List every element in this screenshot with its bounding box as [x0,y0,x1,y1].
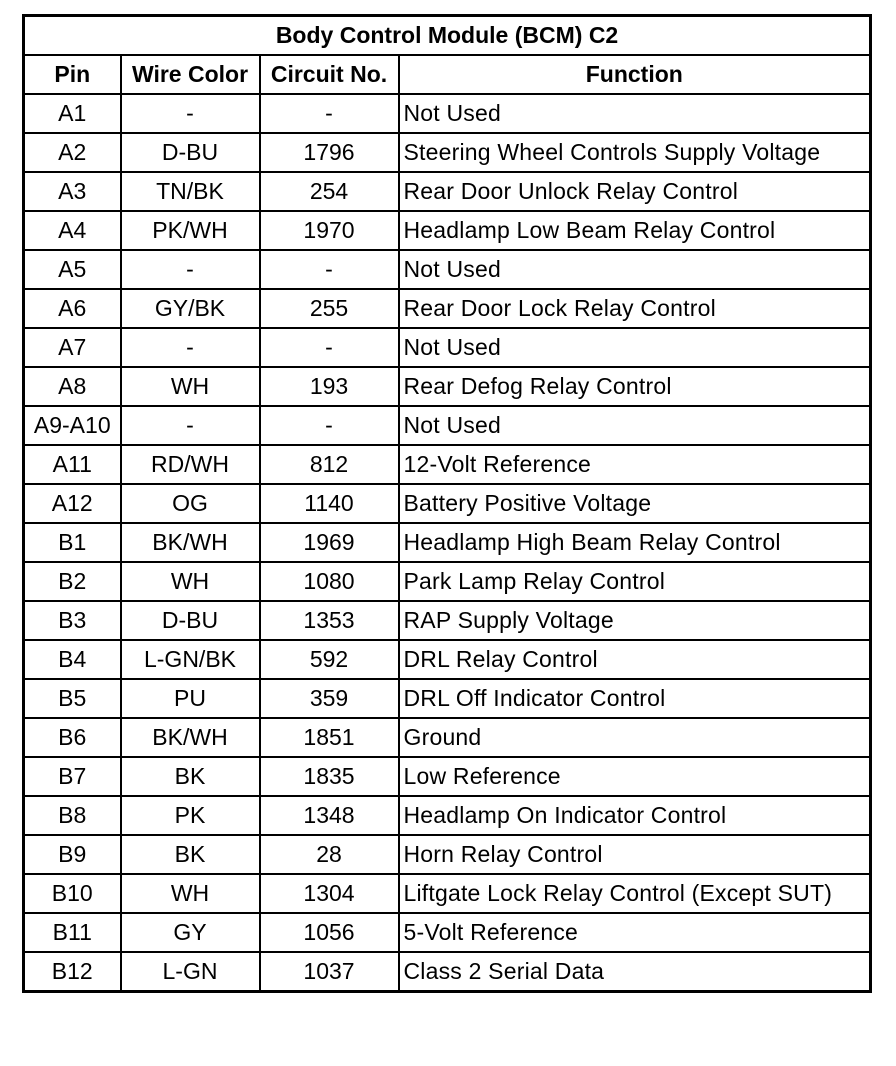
function-cell: Headlamp On Indicator Control [399,796,871,835]
pin-cell: B11 [24,913,121,952]
function-cell: Not Used [399,328,871,367]
pin-cell: A8 [24,367,121,406]
function-cell: Horn Relay Control [399,835,871,874]
function-cell: Low Reference [399,757,871,796]
wire-color-cell: WH [121,874,260,913]
wire-color-cell: PK/WH [121,211,260,250]
title-row [24,16,871,56]
circuit-number-cell: 1970 [260,211,399,250]
table-row [24,445,871,484]
pin-cell: B5 [24,679,121,718]
circuit-number-cell: 812 [260,445,399,484]
pin-cell: B3 [24,601,121,640]
pin-cell: B1 [24,523,121,562]
table-row [24,484,871,523]
table-row [24,718,871,757]
pin-cell: B12 [24,952,121,992]
function-cell: 5-Volt Reference [399,913,871,952]
pin-cell: A3 [24,172,121,211]
wire-color-cell: BK/WH [121,718,260,757]
pin-cell: A12 [24,484,121,523]
function-cell: Not Used [399,94,871,133]
circuit-number-cell: - [260,406,399,445]
wire-color-cell: L-GN [121,952,260,992]
table-row [24,250,871,289]
pin-cell: B8 [24,796,121,835]
wire-color-cell: - [121,406,260,445]
function-cell: Headlamp Low Beam Relay Control [399,211,871,250]
pin-cell: A11 [24,445,121,484]
circuit-number-cell: 1851 [260,718,399,757]
function-cell: DRL Relay Control [399,640,871,679]
circuit-number-cell: - [260,328,399,367]
pin-cell: B7 [24,757,121,796]
pin-cell: A5 [24,250,121,289]
table-title: Body Control Module (BCM) C2 [24,16,871,56]
circuit-number-cell: 1080 [260,562,399,601]
circuit-number-cell: 254 [260,172,399,211]
wire-color-cell: L-GN/BK [121,640,260,679]
table-row [24,133,871,172]
circuit-number-cell: 1140 [260,484,399,523]
function-cell: Steering Wheel Controls Supply Voltage [399,133,871,172]
wire-color-cell: TN/BK [121,172,260,211]
pin-cell: A7 [24,328,121,367]
circuit-number-cell: 1348 [260,796,399,835]
wire-color-cell: BK/WH [121,523,260,562]
wire-color-cell: BK [121,835,260,874]
circuit-number-cell: 1835 [260,757,399,796]
table-row [24,172,871,211]
pin-cell: A4 [24,211,121,250]
wire-color-cell: WH [121,367,260,406]
wire-color-cell: PU [121,679,260,718]
table-row [24,874,871,913]
function-cell: RAP Supply Voltage [399,601,871,640]
wire-color-cell: D-BU [121,133,260,172]
column-header-pin: Pin [24,55,121,94]
wire-color-cell: - [121,250,260,289]
circuit-number-cell: 1037 [260,952,399,992]
pin-cell: B9 [24,835,121,874]
circuit-number-cell: 1796 [260,133,399,172]
table-row [24,835,871,874]
circuit-number-cell: 28 [260,835,399,874]
function-cell: Not Used [399,406,871,445]
pin-cell: A9-A10 [24,406,121,445]
circuit-number-cell: 359 [260,679,399,718]
wire-color-cell: WH [121,562,260,601]
function-cell: Liftgate Lock Relay Control (Except SUT) [399,874,871,913]
table-row [24,640,871,679]
table-row [24,523,871,562]
table-row [24,796,871,835]
circuit-number-cell: 592 [260,640,399,679]
function-cell: DRL Off Indicator Control [399,679,871,718]
function-cell: Rear Door Lock Relay Control [399,289,871,328]
circuit-number-cell: 1969 [260,523,399,562]
circuit-number-cell: 193 [260,367,399,406]
function-cell: Not Used [399,250,871,289]
table-body [24,94,871,992]
table-row [24,328,871,367]
function-cell: Class 2 Serial Data [399,952,871,992]
circuit-number-cell: - [260,250,399,289]
function-cell: Rear Door Unlock Relay Control [399,172,871,211]
pin-cell: B6 [24,718,121,757]
table-row [24,211,871,250]
circuit-number-cell: - [260,94,399,133]
wire-color-cell: - [121,94,260,133]
table-row [24,367,871,406]
wire-color-cell: PK [121,796,260,835]
table-row [24,562,871,601]
wire-color-cell: GY/BK [121,289,260,328]
wire-color-cell: OG [121,484,260,523]
column-header-function: Function [399,55,871,94]
pin-cell: A2 [24,133,121,172]
column-header-circuit: Circuit No. [260,55,399,94]
pin-cell: B4 [24,640,121,679]
circuit-number-cell: 1056 [260,913,399,952]
pin-cell: A1 [24,94,121,133]
table-row [24,94,871,133]
wire-color-cell: - [121,328,260,367]
header-row [24,55,871,94]
function-cell: Ground [399,718,871,757]
table-row [24,913,871,952]
pin-cell: A6 [24,289,121,328]
table-row [24,601,871,640]
table-row [24,679,871,718]
circuit-number-cell: 1304 [260,874,399,913]
circuit-number-cell: 1353 [260,601,399,640]
function-cell: Battery Positive Voltage [399,484,871,523]
column-header-wire-color: Wire Color [121,55,260,94]
pin-cell: B2 [24,562,121,601]
function-cell: Headlamp High Beam Relay Control [399,523,871,562]
function-cell: Park Lamp Relay Control [399,562,871,601]
table-row [24,406,871,445]
function-cell: Rear Defog Relay Control [399,367,871,406]
pin-cell: B10 [24,874,121,913]
wire-color-cell: D-BU [121,601,260,640]
wire-color-cell: BK [121,757,260,796]
wire-color-cell: GY [121,913,260,952]
table-row [24,289,871,328]
table-row [24,757,871,796]
wire-color-cell: RD/WH [121,445,260,484]
function-cell: 12-Volt Reference [399,445,871,484]
circuit-number-cell: 255 [260,289,399,328]
table-row [24,952,871,992]
connector-pinout-table [22,14,872,993]
